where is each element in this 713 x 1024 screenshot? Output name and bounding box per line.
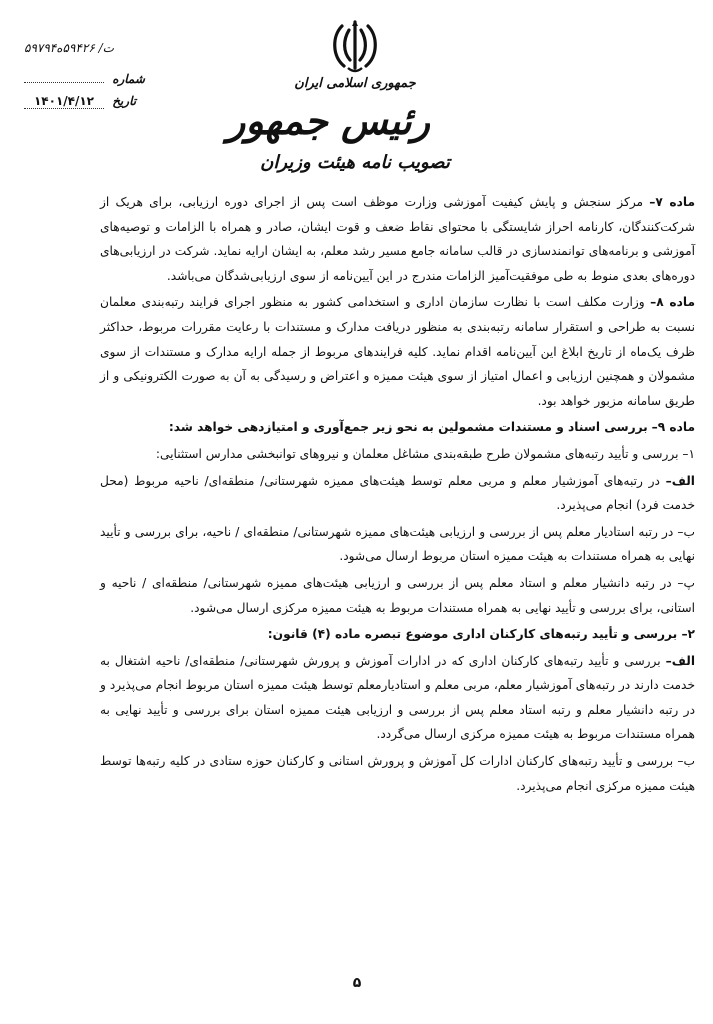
letterhead-republic: جمهوری اسلامی ایران [294,76,416,91]
reference-number [24,38,114,56]
decree-body [100,190,695,800]
article-9-heading: ماده ۹– [651,420,695,435]
date-value: ۱۴۰۱/۴/۱۲ [24,94,104,109]
article-8-text: وزارت مکلف است با نظارت سازمان اداری و استخدامی کشور به منظور اجرای فرایند رتبه‌بندی معلمان نسبت به طراحی و استقرار سامانه رتبه‌بندی به منظور دریافت مدارک و مستندات با رعایت مقررات مربوط، حداکثر ظرف یک‌ماه از تاریخ ابلاغ این آیین‌نامه اقدام نماید. کلیه فرایندهای مربوط از جمله ارایه مدارک و مستندات از سوی مشمولان و همچنین ارزیابی و اعمال امتیاز از سوی هیئت ممیزه و اعتراض و رسیدگی به آن به صورت الکترونیکی و از طریق سامانه مزبور خواهد بود. [100,295,695,408]
section-2-alef-text: بررسی و تأیید رتبه‌های کارکنان اداری که در ادارات آموزش و پرورش شهرستانی/ منطقه‌ای/ ناحیه اشتغال به خدمت دارند در رتبه‌های آموزشیار معلم، مربی معلم و استادیارمعلم توسط هیئت ممیزه استان مربوط انجام می‌پذیرد و در رتبه دانشیار معلم و رتبه استاد معلم پس از بررسی و ارزیابی هیئت ممیزه استان برای بررسی و تأیید نهایی به همراه مستندات مربوط به هیئت ممیزه مرکزی ارسال می‌گردد. [100,653,695,742]
date-field [24,94,136,109]
iran-emblem-icon [328,18,382,76]
section-2-be: ب– بررسی و تأیید رتبه‌های کارکنان ادارات کل آموزش و پرورش استانی و کارکنان حوزه ستادی در کلیه رتبه‌ها توسط هیئت ممیزه مرکزی انجام می‌پذیرد. [100,754,695,793]
article-8 [100,290,695,413]
article-7-heading: ماده ۷– [649,195,695,209]
article-9-text: بررسی اسناد و مستندات مشمولین به نحو زیر جمع‌آوری و امتیازدهی خواهد شد: [168,420,648,435]
date-label: تاریخ [112,94,137,108]
section-2-alef-heading: الف– [665,653,696,668]
article-8-heading: ماده ۸– [650,295,695,310]
letterhead-president: رئیس جمهور [226,98,430,143]
section-1-be: ب– در رتبه استادیار معلم پس از بررسی و ارزیابی هیئت‌های ممیزه شهرستانی/ منطقه‌ای / ناحیه، برای بررسی و تأیید نهایی به همراه مستندات به هیئت ممیزه استان مربوط ارسال می‌شود. [100,524,695,564]
page-number: ۵ [352,975,362,991]
section-1-pe: پ– در رتبه دانشیار معلم و استاد معلم پس از بررسی و ارزیابی هیئت‌های ممیزه شهرستانی/ منطقه‌ای / ناحیه و استانی، برای بررسی و تأیید نهایی به همراه مستندات مربوط به هیئت ممیزه مرکزی ارسال می‌شود. [100,575,695,615]
section-1-alef [100,469,695,518]
section-1-alef-heading: الف– [665,473,695,488]
section-1: ۱– بررسی و تأیید رتبه‌های مشمولان طرح طبقه‌بندی مشاغل معلمان و نیروهای توانبخشی مدارس استثنایی: [155,446,695,461]
number-value [24,82,104,83]
number-label: شماره [112,72,145,86]
article-7-text: مرکز سنجش و پایش کیفیت آموزشی وزارت موظف است پس از اجرای دوره ارزیابی، برای هریک از شرکت‌کنندگان، کارنامه احراز شایستگی با محتوای نقاط ضعف و قوت ایشان، صادر و همراه با الزامات و توصیه‌های آموزشی و برنامه‌های توانمندسازی در قالب سامانه جامع مسیر رشد معلم، به ایشان ارایه نماید. شرکت در ارزیابی‌های دوره‌های بعدی منوط به طی موفقیت‌آمیز الزامات مندرج در این آیین‌نامه از سوی ارزیابی‌شدگان می‌باشد. [100,195,695,283]
letterhead-approval: تصویب نامه هیئت وزیران [260,152,450,173]
section-2-alef [100,649,695,747]
number-field [24,72,145,86]
article-9 [100,415,695,440]
section-2: ۲– بررسی و تأیید رتبه‌های کارکنان اداری موضوع تبصره ماده (۴) قانون: [267,627,695,642]
article-7 [100,190,695,288]
section-1-alef-text: در رتبه‌های آموزشیار معلم و مربی معلم توسط هیئت‌های ممیزه شهرستانی/ منطقه‌ای/ ناحیه مربوط (محل خدمت فرد) انجام می‌پذیرد. [100,473,695,513]
reference-code: ۵۹۷۹۴ت/ ۵۹۴۲۶ه [24,41,114,55]
